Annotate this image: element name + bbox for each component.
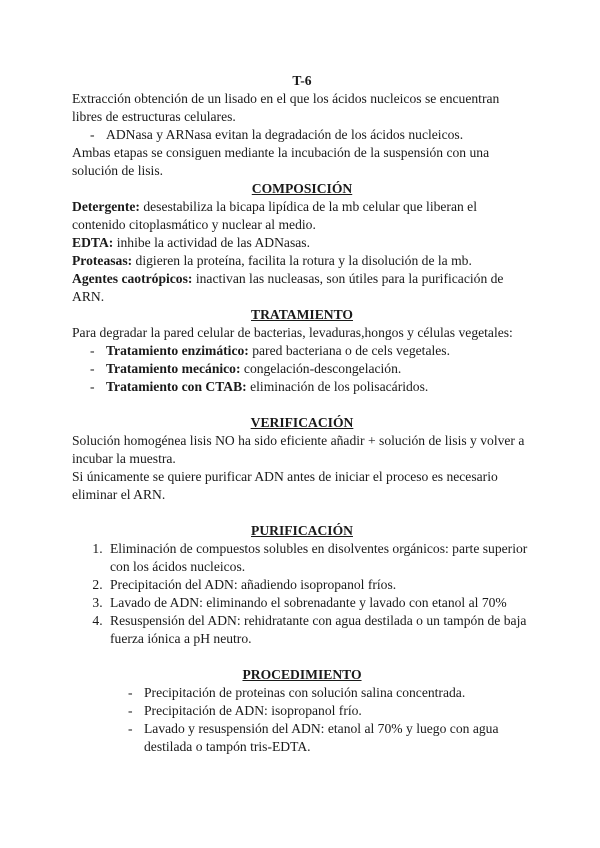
- tratamiento-list: [72, 342, 532, 396]
- definition-term: EDTA:: [72, 235, 114, 250]
- list-item: 2. Precipitación del ADN: añadiendo isopropanol fríos.: [106, 576, 532, 594]
- list-item-text: eliminación de los polisacáridos.: [246, 379, 429, 394]
- definition-term: Agentes caotrópicos:: [72, 271, 193, 286]
- list-item: - Lavado y resuspensión del ADN: etanol al 70% y luego con agua destilada o tampón tris-EDTA.: [72, 720, 532, 756]
- list-item-term: Tratamiento mecánico:: [106, 361, 241, 376]
- intro-paragraph: Extracción obtención de un lisado en el que los ácidos nucleicos se encuentran libres de estructuras celulares.: [72, 91, 500, 124]
- verificacion-paragraph: Solución homogénea lisis NO ha sido eficiente añadir + solución de lisis y volver a incubar la muestra.: [72, 433, 525, 466]
- list-item: [72, 342, 532, 360]
- definition-text: desestabiliza la bicapa lipídica de la mb celular que liberan el contenido citoplasmático y nuclear al medio.: [72, 199, 477, 232]
- section-heading-purificacion: PURIFICACIÓN: [251, 523, 353, 538]
- document-content: [72, 72, 532, 756]
- list-item: - Precipitación de ADN: isopropanol frío.: [72, 702, 532, 720]
- list-item: 3. Lavado de ADN: eliminando el sobrenadante y lavado con etanol al 70%: [106, 594, 532, 612]
- list-item: - ADNasa y ARNasa evitan la degradación de los ácidos nucleicos.: [72, 126, 532, 144]
- intro-paragraph-2: Ambas etapas se consiguen mediante la incubación de la suspensión con una solución de lisis.: [72, 145, 490, 178]
- definition-item: [72, 270, 532, 306]
- definition-item: [72, 252, 532, 270]
- list-item-text: congelación-descongelación.: [240, 361, 402, 376]
- definition-text: digieren la proteína, facilita la rotura y la disolución de la mb.: [132, 253, 472, 268]
- list-item: - Precipitación de proteinas con solución salina concentrada.: [72, 684, 532, 702]
- list-item-term: Tratamiento con CTAB:: [106, 379, 247, 394]
- tratamiento-intro: Para degradar la pared celular de bacterias, levaduras,hongos y células vegetales:: [72, 325, 513, 340]
- list-item: 1. Eliminación de compuestos solubles en disolventes orgánicos: parte superior con los ácidos nucleicos.: [106, 540, 532, 576]
- definition-text: inhibe la actividad de las ADNasas.: [113, 235, 310, 250]
- purificacion-list: [72, 540, 532, 648]
- intro-list: [72, 126, 532, 144]
- list-item: [72, 360, 532, 378]
- section-heading-tratamiento: TRATAMIENTO: [251, 307, 353, 322]
- definition-term: Detergente:: [72, 199, 140, 214]
- section-heading-procedimiento: PROCEDIMIENTO: [242, 667, 362, 682]
- section-heading-verificacion: VERIFICACIÓN: [250, 415, 354, 430]
- procedimiento-list: [72, 684, 532, 756]
- section-heading-composicion: COMPOSICIÓN: [251, 181, 353, 196]
- definition-term: Proteasas:: [72, 253, 133, 268]
- list-item: 4. Resuspensión del ADN: rehidratante con agua destilada o un tampón de baja fuerza iónica a pH neutro.: [106, 612, 532, 648]
- list-item-term: Tratamiento enzimático:: [106, 343, 249, 358]
- list-item: [72, 378, 532, 396]
- verificacion-paragraph-2: Si únicamente se quiere purificar ADN antes de iniciar el proceso es necesario eliminar el ARN.: [72, 469, 498, 502]
- definition-text: inactivan las nucleasas, son útiles para la purificación de ARN.: [72, 271, 504, 304]
- definition-item: [72, 198, 532, 234]
- list-item-text: pared bacteriana o de cels vegetales.: [248, 343, 450, 358]
- definition-item: [72, 234, 532, 252]
- page-title: T-6: [292, 73, 312, 88]
